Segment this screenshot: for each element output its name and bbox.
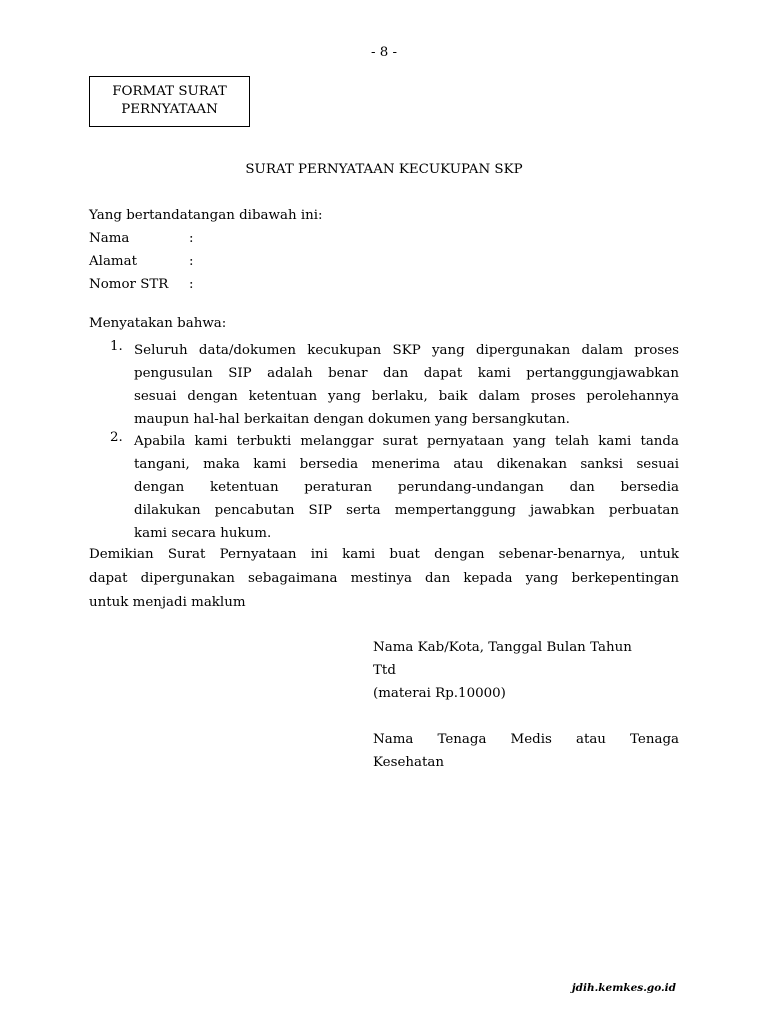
- field-row-nomor-str: [0, 277, 768, 297]
- field-row-alamat: [0, 254, 768, 274]
- statement-intro: Menyatakan bahwa:: [89, 316, 227, 331]
- field-colon: :: [189, 254, 194, 269]
- text-line: tangani, maka kami bersedia menerima atau dikenakan sanksi sesuai: [134, 457, 679, 472]
- closing-paragraph: [89, 543, 679, 615]
- text-line: sesuai dengan ketentuan yang berlaku, baik dalam proses perolehannya: [134, 389, 679, 404]
- format-box-line-1: FORMAT SURAT: [112, 84, 227, 99]
- list-number: 1.: [110, 339, 123, 354]
- ttd-label: Ttd: [373, 663, 396, 678]
- field-label: Nomor STR: [89, 277, 169, 292]
- text-line: dilakukan pencabutan SIP serta mempertanggung jawabkan perbuatan: [134, 503, 679, 518]
- format-box-line-2: PERNYATAAN: [121, 102, 218, 117]
- list-item-text: [134, 430, 679, 545]
- text-line: maupun hal-hal berkaitan dengan dokumen yang bersangkutan.: [134, 412, 570, 427]
- signature-block: [373, 636, 679, 774]
- intro-text: Yang bertandatangan dibawah ini:: [89, 208, 323, 223]
- signer-name: [373, 728, 679, 774]
- footer-source-link[interactable]: jdih.kemkes.go.id: [571, 982, 676, 994]
- list-item-1: [0, 339, 768, 439]
- field-colon: :: [189, 231, 194, 246]
- text-line: Seluruh data/dokumen kecukupan SKP yang dipergunakan dalam proses: [134, 343, 679, 358]
- list-item-2: [0, 430, 768, 550]
- signer-name-line-2: Kesehatan: [373, 755, 444, 770]
- text-line: kami secara hukum.: [134, 526, 272, 541]
- text-line: pengusulan SIP adalah benar dan dapat kami pertanggungjawabkan: [134, 366, 679, 381]
- list-item-text: [134, 339, 679, 431]
- field-label: Nama: [89, 231, 130, 246]
- list-number: 2.: [110, 430, 123, 445]
- document-title: SURAT PERNYATAAN KECUKUPAN SKP: [245, 162, 523, 177]
- text-line: Apabila kami terbukti melanggar surat pernyataan yang telah kami tanda: [134, 434, 679, 449]
- format-label-box: [89, 76, 250, 127]
- text-line: Demikian Surat Pernyataan ini kami buat dengan sebenar-benarnya, untuk: [89, 547, 679, 562]
- field-row-nama: [0, 231, 768, 251]
- field-colon: :: [189, 277, 194, 292]
- text-line: dapat dipergunakan sebagaimana mestinya dan kepada yang berkepentingan: [89, 571, 679, 586]
- materai-note: (materai Rp.10000): [373, 686, 506, 701]
- field-label: Alamat: [89, 254, 137, 269]
- place-date: Nama Kab/Kota, Tanggal Bulan Tahun: [373, 640, 632, 655]
- text-line: untuk menjadi maklum: [89, 595, 246, 610]
- signer-name-line-1: Nama Tenaga Medis atau Tenaga: [373, 732, 679, 747]
- page-number: - 8 -: [370, 45, 398, 60]
- text-line: dengan ketentuan peraturan perundang-undangan dan bersedia: [134, 480, 679, 495]
